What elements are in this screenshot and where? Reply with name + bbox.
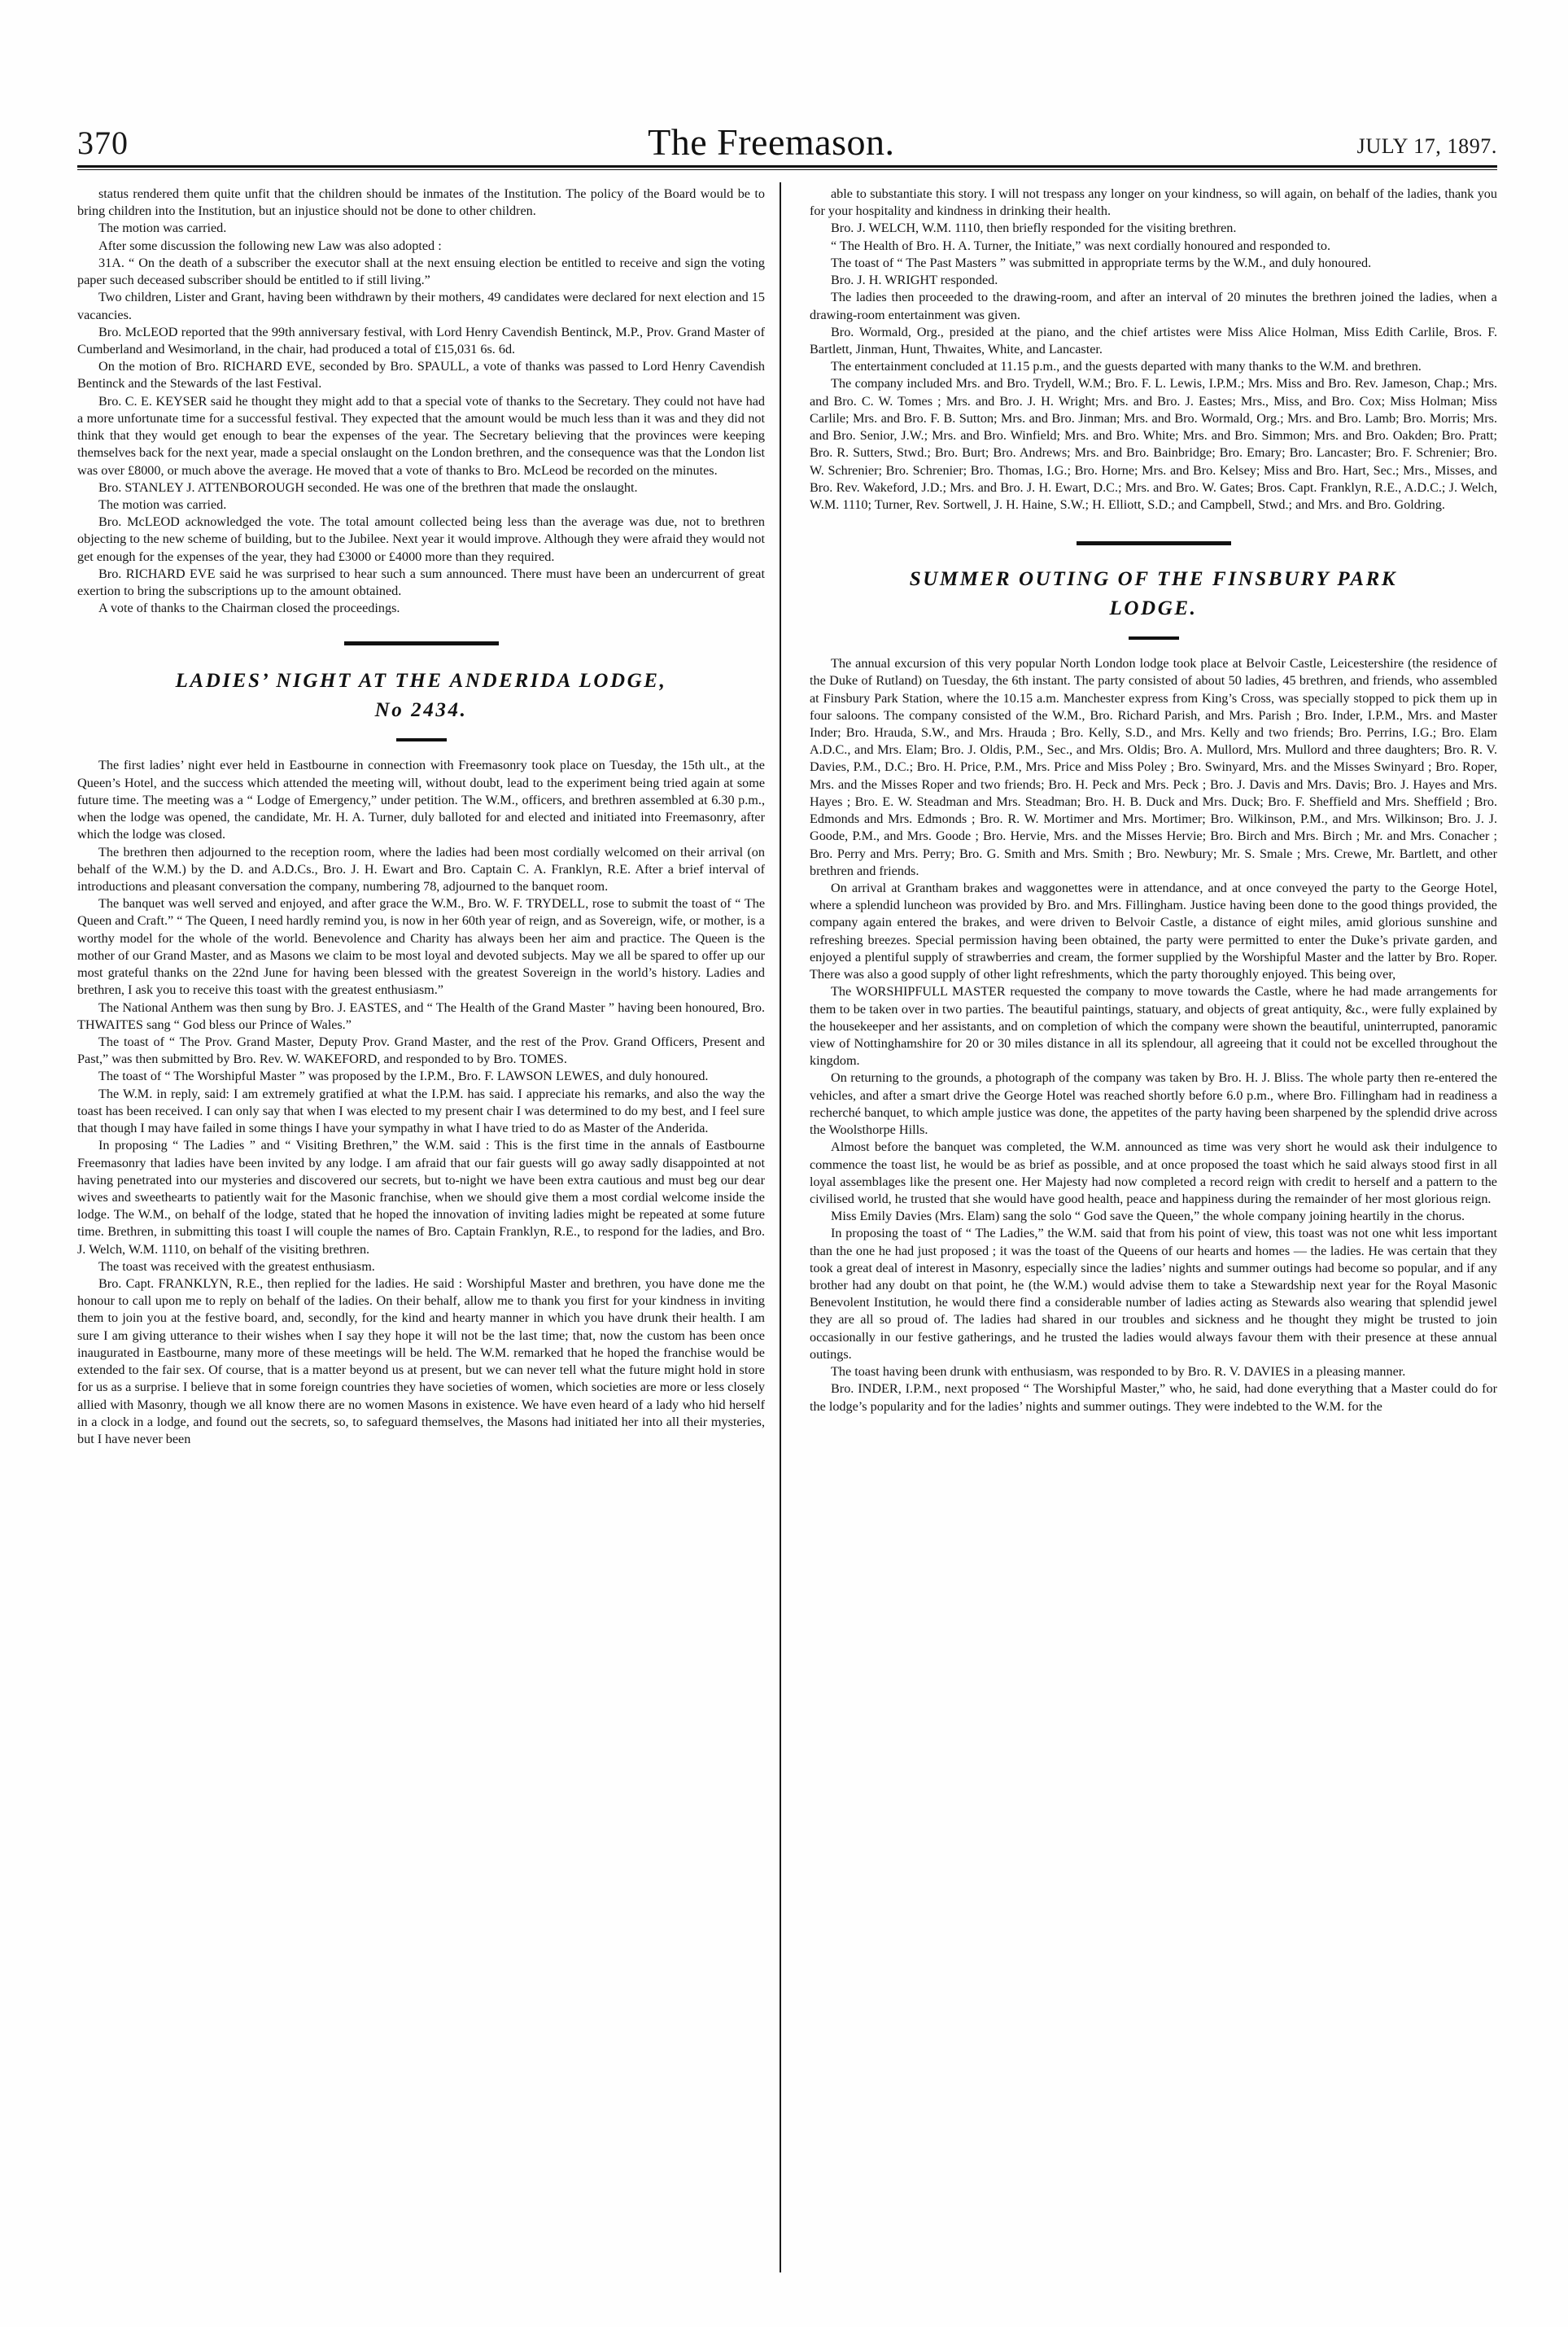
publication-title: The Freemason. bbox=[648, 121, 895, 163]
paragraph: The toast was received with the greatest enthusiasm. bbox=[98, 1258, 375, 1274]
header-divider-rule bbox=[77, 165, 1497, 170]
paragraph: The annual excursion of this very popular North London lodge took place at Belvoir Castle, Leicestershire (the residence of the Duke of Rutland) on Tuesday, the 6th instant. The party consisted of about 50 ladies, 45 brethren, and friends, who assembled at Finsbury Park Station, where the 10.15 a.m. Manchester express from King’s Cross, was specially stopped to pick them up in four saloons. The company consisted of the W.M., Bro. Richard Parish, and Mrs. Parish ; Bro. Inder, I.P.M., Mrs. and Master Inder; Bro. Hrauda, S.W., and Mrs. Hrauda ; Bro. Kelly, S.D., and Mrs. Kelly and two friends; Bro. Perrins, I.G.; Bro. Elam A.D.C., and Mrs. Elam; Bro. J. Oldis, P.M., Sec., and Mrs. Oldis; Bro. A. Mullord, Mrs. Mullord and three daughters; Bro. R. V. Davies, P.M., D.C.; Bro. H. Price, P.M., Mrs. Price and Miss Poley ; Bro. Swinyard, Mrs. and the Misses Swinyard ; Bro. Roper, Mrs. and the Misses Roper and two friends; Bro. H. Peck and Mrs. Peck ; Bro. J. Davis and Mrs. Davis; Bro. J. Hayes and Mrs. Hayes ; Bro. E. W. Steadman and Mrs. Steadman; Bro. H. B. Duck and Mrs. Duck; Bro. F. Sheffield and Mrs. Sheffield ; Bro. Edmonds and Mrs. Edmonds ; Bro. R. W. Mortimer and Mrs. Mortimer; Bro. Wilkinson, P.M., and Mrs. Wilkinson; Bro. J. J. Goode, P.M., and Mrs. Goode ; Bro. Hervie, Mrs. and the Misses Hervie; Bro. Birch and Mrs. Birch ; Mr. and Mrs. Conacher ; Bro. Perry and Mrs. Perry; Bro. G. Smith and Mrs. Smith ; Bro. Newbury; Mr. S. Smale ; Mrs. Crewe, Mr. Bartlett, and other brethren and friends. bbox=[810, 656, 1497, 878]
paragraph: Bro. INDER, I.P.M., next proposed “ The Worshipful Master,” who, he said, had done everything that a Master could do for the lodge’s popularity and for the ladies’ nights and summer outings. They were indebted to the W.M. for the bbox=[810, 1381, 1497, 1414]
paragraph: On arrival at Grantham brakes and waggonettes were in attendance, and at once conveyed the party to the George Hotel, where a splendid luncheon was provided by Bro. and Mrs. Fillingham. Justice having been done to the good things provided, the company again entered the brakes, and were driven to Belvoir Castle, a distance of eight miles, amid glorious sunshine and refreshing breezes. Special permission having been obtained, the party were permitted to enter the Duke’s private garden, and enjoyed a plentiful supply of strawberries and cream, the former supplied by the Worshipful Master and the latter by Bro. Roper. There was also a good supply of other light refreshments, which the party thoroughly enjoyed. This being over, bbox=[810, 881, 1497, 982]
paragraph: Bro. Wormald, Org., presided at the piano, and the chief artistes were Miss Alice Holman, Miss Edith Carlile, Bros. F. Bartlett, Jinman, Hunt, Thwaites, White, and Lancaster. bbox=[810, 324, 1497, 356]
heading-underline-rule bbox=[396, 738, 447, 741]
paragraph: The company included Mrs. and Bro. Trydell, W.M.; Bro. F. L. Lewis, I.P.M.; Mrs. Miss and Bro. Rev. Jameson, Chap.; Mrs. and Bro. C. W. Tomes ; Mrs. and Bro. J. H. Wright; Mrs. and Bro. J. Eastes; Mrs., Miss, and Bro. Cox; Miss Holman; Miss Carlile; Mrs. and Bro. F. B. Sutton; Mrs. and Bro. Jinman; Mrs. and Bro. Wormald, Org.; Mrs. and Bro. Lamb; Bro. Morris; Mrs. and Bro. Senior, J.W.; Mrs. and Bro. Winfield; Mrs. and Bro. White; Mrs. and Bro. Simmon; Mrs. and Bro. Oakden; Bro. Pratt; Bro. R. Sutters, Stwd.; Bro. Burt; Bro. Andrews; Mrs. and Bro. Bainbridge; Bro. Emary; Bro. Lancaster; Bro. F. Schrenier; Bro. W. Schrenier; Bro. Schrenier; Bro. Thomas, I.G.; Bro. Horne; Mrs. and Bro. Kelsey; Miss and Bro. Hart, Sec.; Mrs., Misses, and Bro. Rev. Wakeford, J.D.; Mrs. and Bro. J. H. Ewart, D.C.; Mrs. and Bro. W. Gates; Bros. Capt. Franklyn, R.E., A.D.C.; J. Welch, W.M. 1110; Turner, Rev. Sortwell, J. H. Haine, S.W.; H. Elliott, S.D.; and Campbell, Stwd.; and Mrs. and Bro. Goldring. bbox=[810, 376, 1497, 512]
paragraph: Almost before the banquet was completed, the W.M. announced as time was very short he would ask their indulgence to commence the toast list, he would be as brief as possible, and at once proposed the toast which he said always stood first in all loyal assemblages like the present one. Her Majesty had now completed a record reign with credit to herself and a pattern to the civilised world, he trusted that she would have good health, peace and happiness during the remainder of her most glorious reign. bbox=[810, 1139, 1497, 1206]
article-heading bbox=[77, 667, 765, 724]
issue-date: JULY 17, 1897. bbox=[1356, 134, 1497, 158]
paragraph: Bro. C. E. KEYSER said he thought they might add to that a special vote of thanks to the Secretary. They could not have had a more unfortunate time for a successful festival. They expected that the amount would be much less than it was and they did not think that they would get enough to bear the expenses of the year. The Secretary believing that the provinces were keeping themselves back for the next year, made a special onslaught on the London brethren, and the consequence was that the London list was over £8000, or much above the average. He moved that a vote of thanks to Bro. McLeod be recorded on the minutes. bbox=[77, 393, 765, 478]
heading-underline-rule bbox=[1129, 636, 1179, 640]
paragraph: Bro. STANLEY J. ATTENBOROUGH seconded. He was one of the brethren that made the onslaught. bbox=[98, 479, 638, 495]
paragraph: The toast of “ The Past Masters ” was submitted in appropriate terms by the W.M., and duly honoured. bbox=[831, 255, 1372, 270]
paragraph: On returning to the grounds, a photograph of the company was taken by Bro. H. J. Bliss. The whole party then re-entered the vehicles, and after a smart drive the George Hotel was reached shortly before 6.0 p.m., where Bro. Fillingham had in readiness a recherché banquet, to which ample justice was done, the appetites of the party having been sharpened by the splendid drive across the Woolsthorpe Hills. bbox=[810, 1070, 1497, 1138]
paragraph: Bro. McLEOD reported that the 99th anniversary festival, with Lord Henry Cavendish Bentinck, M.P., Prov. Grand Master of Cumberland and Wesimorland, in the chair, had produced a total of £15,031 6s. 6d. bbox=[77, 324, 765, 356]
paragraph: The motion was carried. bbox=[98, 496, 227, 512]
paragraph: Bro. J. H. WRIGHT responded. bbox=[831, 273, 998, 288]
paragraph: The first ladies’ night ever held in Eastbourne in connection with Freemasonry took place on Tuesday, the 15th ult., at the Queen’s Hotel, and the success which attended the meeting will, without doubt, lead to the experiment being tried again at some future time. The meeting was a “ Lodge of Emergency,” under petition. The W.M., officers, and brethren assembled at 6.30 p.m., when the lodge was opened, the candidate, Mr. H. A. Turner, duly balloted for and elected and initiated into Freemasonry, after which the lodge was closed. bbox=[77, 758, 765, 842]
article-ladies-night-continued bbox=[810, 186, 1497, 514]
article-heading-line-1: LADIES’ NIGHT AT THE ANDERIDA LODGE, bbox=[175, 670, 667, 693]
paragraph: status rendered them quite unfit that the children should be inmates of the Institution. The policy of the Board would be to bring children into the Institution, but an injustice should not be done to other children. bbox=[77, 186, 765, 219]
article-ladies-night bbox=[77, 667, 765, 1448]
paragraph: The banquet was well served and enjoyed, and after grace the W.M., Bro. W. F. TRYDELL, rose to submit the toast of “ The Queen and Craft.” “ The Queen, I need hardly remind you, is now in her 60th year of reign, and as Sovereign, wife, or mother, is a worthy model for the whole of the world. Benevolence and Charity has always been her aim and practice. The Queen is the mother of our Grand Master, and as Masons we claim to be most loyal and devoted subjects. May we all be spared to offer up our most grateful thanks on the 22nd June for having been blessed with the greatest Sovereign in the world’s history. Ladies and brethren, I ask you to receive this toast with the greatest enthusiasm.” bbox=[77, 896, 765, 998]
paragraph: In proposing the toast of “ The Ladies,” the W.M. said that from his point of view, this toast was not one whit less important than the one he had just proposed ; it was the toast of the Queens of our hearts and homes — the ladies. He was certain that they took a great deal of interest in Masonry, especially since the ladies’ nights and summer outings had become so popular, and if any brother had any doubt on that point, he (the W.M.) would advise them to take a Stewardship next year for the Royal Masonic Benevolent Institution, he would there find a considerable number of ladies acting as Stewards also wearing that splendid jewel they are all so proud of. The ladies had shared in our troubles and sickness and he thought they might be trusted to join occasionally in our festive gatherings, and he trusted the ladies would always favour them with their presence at these annual outings. bbox=[810, 1226, 1497, 1362]
paragraph: Bro. Capt. FRANKLYN, R.E., then replied for the ladies. He said : Worshipful Master and brethren, you have done me the honour to call upon me to reply on behalf of the ladies. On their behalf, allow me to thank you first for your kindness in inviting them to join you at the festive board, and, secondly, for the kind and hearty manner in which you have drunk their health. I am sure I am giving utterance to their wishes when I say they hope it will not be the last time; that, now the custom has been once inaugurated in Eastbourne, many more of these meetings will be held. The W.M. remarked that he hoped the franchise would be extended to the fair sex. Of course, that is a matter beyond us at present, but we can never tell what the future might hold in store for us as a surprise. I believe that in some foreign countries they have societies of women, which societies are more or less closely allied with Masonry, though we all know there are no women Masons in existence. We have even heard of a lady who hid herself in a clock in a lodge, and found out the secrets, so, to safeguard themselves, the Masons had initiated her into all their mysteries, but I have never been bbox=[77, 1276, 765, 1446]
paragraph: Bro. J. WELCH, W.M. 1110, then briefly responded for the visiting brethren. bbox=[831, 221, 1237, 236]
article-heading-line-1: SUMMER OUTING OF THE FINSBURY PARK bbox=[909, 568, 1398, 591]
paragraph: The entertainment concluded at 11.15 p.m., and the guests departed with many thanks to the W.M. and brethren. bbox=[831, 359, 1422, 374]
right-column bbox=[810, 186, 1497, 2302]
article-board-report bbox=[77, 186, 765, 617]
paragraph: The toast of “ The Prov. Grand Master, Deputy Prov. Grand Master, and the rest of the Prov. Grand Officers, Present and Past,” was then submitted by Bro. Rev. W. WAKEFORD, and responded to by Bro. TOMES. bbox=[77, 1034, 765, 1067]
page-number: 370 bbox=[77, 125, 129, 161]
paragraph: The National Anthem was then sung by Bro. J. EASTES, and “ The Health of the Grand Master ” having been honoured, Bro. THWAITES sang “ God bless our Prince of Wales.” bbox=[77, 999, 765, 1032]
masthead bbox=[77, 112, 1497, 161]
paragraph: 31A. “ On the death of a subscriber the executor shall at the next ensuing election be entitled to receive and sign the voting paper such deceased subscriber should be entitled to if still living.” bbox=[77, 255, 765, 288]
paragraph: “ The Health of Bro. H. A. Turner, the Initiate,” was next cordially honoured and responded to. bbox=[831, 238, 1331, 253]
article-heading-line-2: LODGE. bbox=[1109, 597, 1198, 619]
paragraph: The brethren then adjourned to the reception room, where the ladies had been most cordially welcomed on their arrival (on behalf of the W.M.) by the D. and A.D.Cs., Bro. J. H. Ewart and Bro. Captain C. A. Franklyn, R.E. After a brief interval of introductions and pleasant conversation the company, numbering 78, adjourned to the banquet room. bbox=[77, 844, 765, 894]
article-columns bbox=[77, 186, 1497, 2302]
paragraph: A vote of thanks to the Chairman closed the proceedings. bbox=[98, 601, 400, 616]
paragraph: The toast of “ The Worshipful Master ” was proposed by the I.P.M., Bro. F. LAWSON LEWES, and duly honoured. bbox=[98, 1069, 709, 1084]
paragraph: Bro. RICHARD EVE said he was surprised to hear such a sum announced. There must have been an undercurrent of great exertion to bring the subscriptions up to the amount obtained. bbox=[77, 566, 765, 599]
paragraph: The motion was carried. bbox=[98, 221, 227, 236]
paragraph: Two children, Lister and Grant, having been withdrawn by their mothers, 49 candidates were declared for next election and 15 vacancies. bbox=[77, 290, 765, 322]
article-heading bbox=[810, 565, 1497, 623]
paragraph: Bro. McLEOD acknowledged the vote. The total amount collected being less than the average was due, not to brethren objecting to the new scheme of building, but to the Jubilee. Next year it would improve. Although they were afraid they would not get enough for the expenses of the year, they had £3000 or £4000 more than they required. bbox=[77, 514, 765, 564]
paragraph: The ladies then proceeded to the drawing-room, and after an interval of 20 minutes the brethren joined the ladies, when a drawing-room entertainment was given. bbox=[810, 290, 1497, 322]
paragraph: Miss Emily Davies (Mrs. Elam) sang the solo “ God save the Queen,” the whole company joining heartily in the chorus. bbox=[831, 1209, 1465, 1224]
paragraph: The WORSHIPFULL MASTER requested the company to move towards the Castle, where he had made arrangements for them to be taken over in two parties. The beautiful paintings, statuary, and objects of great antiquity, &c., were fully explained by the housekeeper and her assistants, and on completion of which the company were shown the beautiful, uninterrupted, panoramic view of Nottinghamshire for 20 or 30 miles distance in all its splendour, all agreeing that it could not be excelled throughout the kingdom. bbox=[810, 984, 1497, 1069]
paragraph: The toast having been drunk with enthusiasm, was responded to by Bro. R. V. DAVIES in a pleasing manner. bbox=[831, 1364, 1406, 1380]
article-heading-line-2: No 2434. bbox=[374, 698, 468, 721]
section-divider-rule bbox=[344, 641, 499, 645]
paragraph: The W.M. in reply, said: I am extremely gratified at what the I.P.M. has said. I appreciate his remarks, and also the way the toast has been received. I can only say that when I was elected to my present chair I was determined to do my best, and I feel sure that though I may have failed in some things I have your sympathy in what I have tried to do as Master of the Anderida. bbox=[77, 1086, 765, 1136]
section-divider-rule bbox=[1077, 541, 1231, 545]
paragraph: After some discussion the following new Law was also adopted : bbox=[98, 238, 442, 253]
article-summer-outing bbox=[810, 565, 1497, 1415]
paragraph: able to substantiate this story. I will not trespass any longer on your kindness, so will again, on behalf of the ladies, thank you for your hospitality and kindness in drinking their health. bbox=[810, 186, 1497, 219]
paragraph: In proposing “ The Ladies ” and “ Visiting Brethren,” the W.M. said : This is the first time in the annals of Eastbourne Freemasonry that ladies have been invited by any lodge. I am afraid that our fair guests will go away sadly disappointed at not having penetrated into our mysteries and discovered our secrets, but to-night we have been extra cautious and must beg our dear wives and sweethearts to patiently wait for the Masonic franchise, when we should give them a most cordial welcome inside the lodge. The W.M., on behalf of the lodge, stated that he hoped the innovation of inviting ladies might be repeated at some future time. Brethren, in submitting this toast I will couple the names of Bro. Captain Franklyn, R.E., to respond for the ladies, and Bro. J. Welch, W.M. 1110, on behalf of the visiting brethren. bbox=[77, 1138, 765, 1257]
left-column bbox=[77, 186, 765, 2302]
paragraph: On the motion of Bro. RICHARD EVE, seconded by Bro. SPAULL, a vote of thanks was passed to Lord Henry Cavendish Bentinck and the Stewards of the last Festival. bbox=[77, 359, 765, 391]
